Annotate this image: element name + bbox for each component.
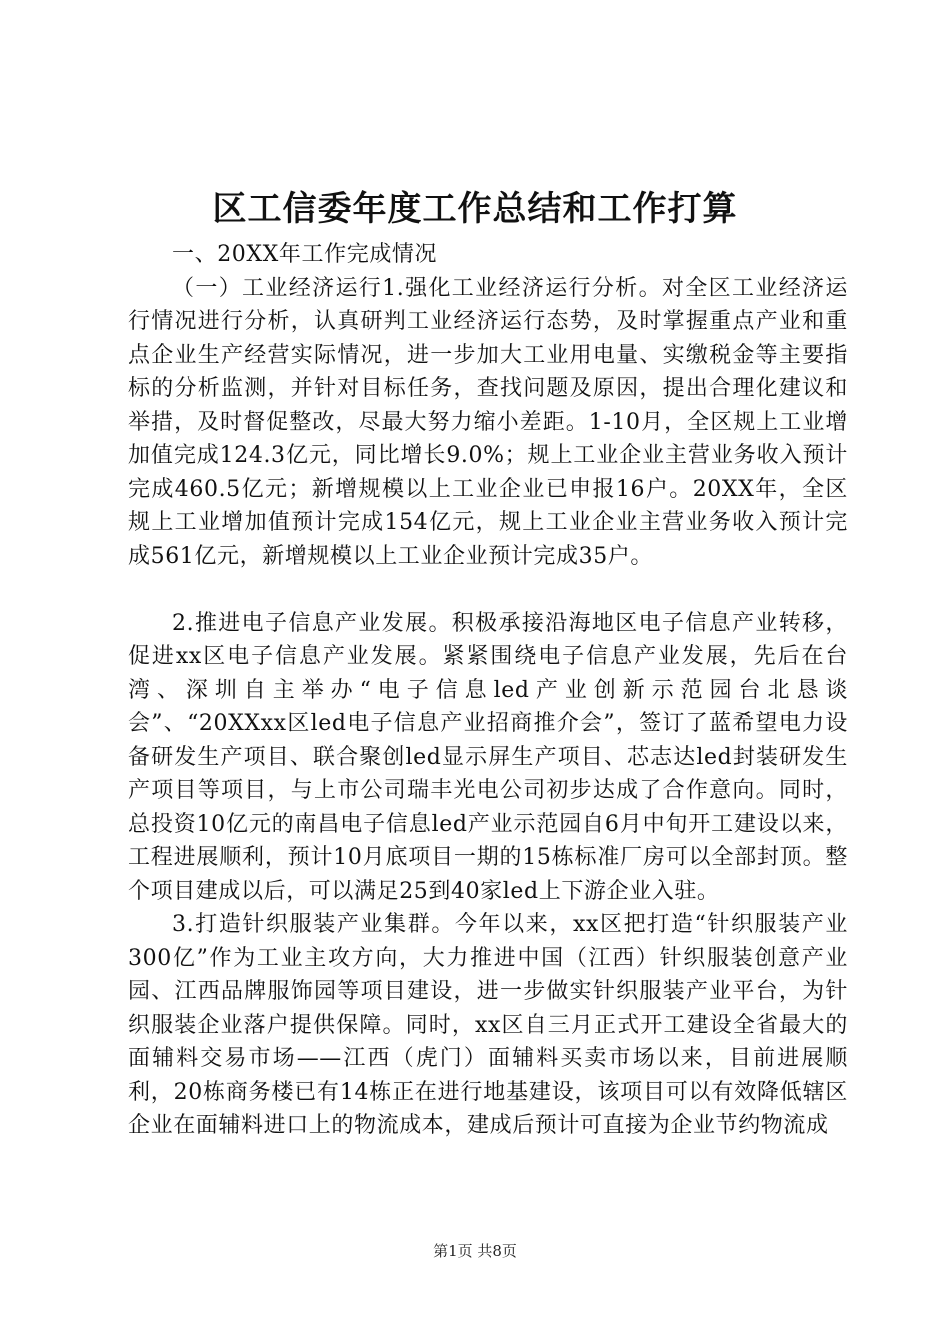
page-indicator: 第1页 共8页	[433, 1242, 517, 1260]
paragraph-knit-apparel: 3.打造针织服装产业集群。今年以来，xx区把打造“针织服装产业300亿”作为工业主攻方向，大力推进中国（江西）针织服装创意产业园、江西品牌服饰园等项目建设，进一步做实针织服装产业平台，为针织服装企业落户提供保障。同时，xx区自三月正式开工建设全省最大的面辅料交易市场——江西（虎门）面辅料买卖市场以来，目前进展顺利，20栋商务楼已有14栋正在进行地基建设，该项目可以有效降低辖区企业在面辅料进口上的物流成本，建成后预计可直接为企业节约物流成	[128, 912, 848, 1138]
paragraph-spacer	[128, 573, 848, 607]
paragraph-industrial-economy: （一）工业经济运行1.强化工业经济运行分析。对全区工业经济运行情况进行分析，认真研判工业经济运行态势，及时掌握重点产业和重点企业生产经营实际情况，进一步加大工业用电量、实缴税金等主要指标的分析监测，并针对目标任务，查找问题及原因，提出合理化建议和举措，及时督促整改，尽最大努力缩小差距。1-10月，全区规上工业增加值完成124.3亿元，同比增长9.0%；规上工业企业主营业务收入预计完成460.5亿元；新增规模以上工业企业已申报16户。20XX年，全区规上工业增加值预计完成154亿元，规上工业企业主营业务收入预计完成561亿元，新增规模以上工业企业预计完成35户。	[128, 275, 848, 569]
section-heading: 一、20XX年工作完成情况	[172, 242, 438, 267]
paragraph-electronic-info: 2.推进电子信息产业发展。积极承接沿海地区电子信息产业转移，促进xx区电子信息产业发展。紧紧围绕电子信息产业发展，先后在台湾、深圳自主举办“电子信息led产业创新示范园台北恳谈会”、“20XXxx区led电子信息产业招商推介会”，签订了蓝希望电力设备研发生产项目、联合聚创led显示屏生产项目、芯志达led封装研发生产项目等项目，与上市公司瑞丰光电公司初步达成了合作意向。同时，总投资10亿元的南昌电子信息led产业示范园自6月中旬开工建设以来，工程进展顺利，预计10月底项目一期的15栋标准厂房可以全部封顶。整个项目建成以后，可以满足25到40家led上下游企业入驻。	[128, 610, 848, 904]
document-title: 区工信委年度工作总结和工作打算	[212, 189, 738, 229]
document-body	[128, 238, 848, 1143]
